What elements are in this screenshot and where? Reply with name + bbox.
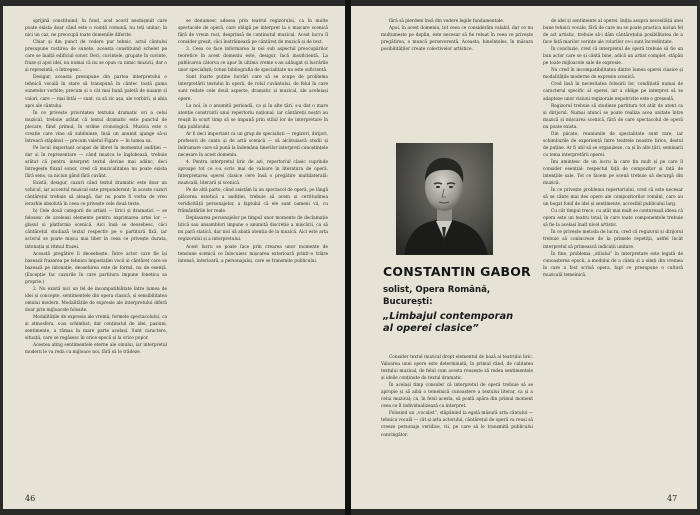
paragraph: Pe locul important ocupat de libret în momentul audiției — dar și în reprezentare — când muzica le înglobează, trebuie arătat că pentru interpret textul devine mai adânc, deci întregește fluxul sonor, cred că muzicalitatea nu poate exista fără sens, ca niciun gând fără cuvânt. xyxy=(25,145,167,180)
portrait-image xyxy=(396,143,493,255)
paragraph: Cu cât timpul trece, cu atât mai mult se conturează ideea că opera este un teatru total, în care toate componentele trebuie să fie la același înalt nivel artistic. xyxy=(543,209,683,229)
paragraph: Desigur, aceasta presupune din partea interpretului o tehnică vocală în stare să transpună în cântec toată gama sunetelor vorbite; precum și o cât mai bună paletă de nuanțe și valori, care — mai întâi — sunt, ca să zic așa, ale vorbirii, și abia apoi ale cântului. xyxy=(25,75,167,109)
paragraph: Sunt foarte puține lucrări care să se ocupe de problema interpretării textului în operă, de rolul cuvântului, de felul în care sunt redate cele două aspecte, dramatic și muzical, ale aceleiași opere. xyxy=(178,75,328,102)
paragraph: de idei și sentimente al operei. Iniția asupra necesității unei bune tehnici vocale, fără de care nu se poate practica niciun fel de act artistic, trebuie să-i dăm cântărețului posibilitatea de a face față marilor cerințe ale rolurilor ce-i sunt încredințate. xyxy=(543,19,683,46)
right-column-2 xyxy=(543,18,683,494)
paragraph: Îmi amintesc de un lucru la care țin mult și pe care îl consider esențial: respectul față de compozitor și față de intențiile sale. Tot ce facem pe scenă trebuie să decurgă din muzică. xyxy=(543,159,683,187)
paragraph: 3. Ceea ce face informarea la noi sub aspectul preocupărilor teoretice în acest domeniu este, desigur, încă insuficientă. La publicarea câtorva ce apar în ultima vreme s-au adăugat și lucrările unor specialiști; totuși bibliografia de specialitate nu este suficientă. xyxy=(178,47,328,74)
paragraph: Consider textul muzical drept elementul de bază al teatrului liric. Valoarea unei opere este determinată, în primul rând, de calitatea textului muzical, de felul cum acesta reușește să redea sentimentele și ideile conținute de textul dramatic. xyxy=(381,355,533,382)
interviewee-role: solist, Opera Română, București: xyxy=(383,285,491,307)
left-column-2 xyxy=(178,18,328,494)
paragraph: La noi, la o anumită perioadă, ca și în alte țări, s-a dat o mare atenție construirii unui repertoriu național, iar cântăreții noștri au reușit în scurt timp să se impună prin stilul lor de interpretare în fața publicului. xyxy=(178,103,328,130)
interview-title: „Limbajul contemporan al operei clasice” xyxy=(383,311,514,334)
paragraph: b) Cele două categorii de artiști — lirici și dramatici — se folosesc de aceleași elemente pentru exprimarea artei lor — glasul și platforma scenică. Aici însă se deosebesc, căci cântărețul studiază textul respectiv pe o partitură fixă, iar actorul se poate mișca mai liber în ceea ce privește durata, intonația și ritmul frazei. xyxy=(25,209,167,250)
page-number-left: 46 xyxy=(25,494,36,503)
paragraph: Acest lucru se poate face prin crearea unor momente de tensiune scenică ce înlocuiesc mișcarea exterioară printr-o trăire intensă, interioară, a personajului, care se transmite publicului. xyxy=(178,244,328,264)
paragraph: Apoi, în acest domeniu, tot ceea ce considerăm valabil, dar ce nu mulțumește pe deplin, este necesar să fie reluat în ceea ce privește pregătirea, o muncă perseverentă. Aceasta, bineînțeles, în măsura posibilităților create colectivelor artistice. xyxy=(381,26,533,53)
paragraph: În ce privește prioritatea textului dramatic ori a celui muzical, trebuie arătat că textul dramatic este punctul de plecare, fiind primul, în ordine cronologică. Muzica este o creație care vine să sublinieze, însă un anumit ajunge să-și întreacă stăpânul — precum valetul Figaro — în lumea sa. xyxy=(25,110,167,144)
paragraph: Regizorul trebuie să studieze partitura tot atât de atent ca și dirijorul. Numai atunci se poate realiza acea unitate între muzică și mișcarea scenică, fără de care spectacolul de operă nu poate exista. xyxy=(543,103,683,130)
right-page xyxy=(351,6,697,509)
paragraph: Pe de altă parte, când asistăm la un spectacol de operă, pe lângă plăcerea estetică a audiției, trebuie să avem și certitudinea veridicității personajelor, a faptului că ele sunt oameni vii, cu frământările lor reale. xyxy=(178,188,328,215)
paragraph: În același timp consider că interpretul de operă trebuie să se apropie și să aibă o temeinică cunoaștere a textului literar, ca și a celui muzical; ca, în felul acesta, să poată apăra din primul moment ceea ce îl individualizează ca interpret. xyxy=(381,383,533,410)
paragraph: Chiar și din punct de vedere pur tehnic, actul cântului presupune rostirea de sunete, aceasta constituind schelet pe care se înalță edificiul sonor. Deci, cuvintele, grupate în cuvinte, fraze și apoi idei, nu numai că nu se opun ca nimic muzicii, dar o și reprezintă, o întregesc. xyxy=(25,40,167,74)
paragraph: Ar fi deci important ca un grup de specialiști — regizori, dirijori, profesori de canto și de artă scenică — să alcătuiască studii și îndrumare care să pună la îndemâna tinerilor interpreți cunoștințele necesare în acest domeniu. xyxy=(178,131,328,158)
right-column-1-top xyxy=(381,18,533,82)
interviewee-name: CONSTANTIN GABOR xyxy=(383,264,531,279)
paragraph: În ce privește problema repertoriului, cred că este necesar să se cânte mai des opere ale compozitorilor români, care au un bogat fond de idei și sentimente, accesibil publicului larg. xyxy=(543,188,683,208)
paragraph: În fine, problema „stilului” în interpretare este legată de cunoașterea epocii, a modului de a cânta și a simți din vremea în care a fost scrisă opera, fapt ce presupune o cultură muzicală temeinică. xyxy=(543,251,683,278)
paragraph: Folosind un „vocalist”, stăpânind la egală măsură arta cântului — tehnica vocală — cât și arta actorului, cântărețul de operă va reuși să creeze personaje veridice, vii, pe care să le transmită publicului convingător. xyxy=(381,411,533,438)
paragraph: Acestea ating sentimentele eterne ale omului, iar interpretul modern le va reda cu mijloace noi, fără să le trădeze. xyxy=(25,343,167,356)
paragraph: Această pregătire îi deosebește. Între actor care fie își bazează frazarea pe tehnica impostației vocii și cântăreț care se bazează pe intonație, deosebirea este de formă, nu de esență. (Excepție fac cazurile în care partitura impune fonetica sa proprie.) xyxy=(25,251,167,285)
paragraph: sprijină constituind, în fond, acel acord neobișnuit care poate exista doar când este o voință comună, nu toți unitar; în nici un caz, ne preocupă toate domeniile diferite. xyxy=(25,19,167,39)
paragraph: În concluzie, cred că interpretul de operă trebuie să fie un bun actor care se și cântă bine, adică un artist complet, stăpân pe toate mijloacele sale de expresie. xyxy=(543,47,683,67)
paragraph: 2. Nu există nici un fel de incompatibilitate între lumea de idei și concepte, sentimentele din opera clasică, și sensibilitatea omului modern. Modalitățile de expresie ale interpretului diferă doar prin mijloacele folosite. xyxy=(25,286,167,313)
paragraph: Modalitățile de expresie ale vremii, formele spectacolului, ca și atmosfera, s-au schimbat; dar conținutul de idei, pasiuni, sentimente, a rămas în mare parte același. Sunt caractere, situații, care se regăsesc în orice epocă și la orice popor. xyxy=(25,314,167,342)
interview-caption xyxy=(383,264,531,335)
page-number-right: 47 xyxy=(667,494,678,503)
paragraph: Din păcate, reuniunile de specialitate sunt rare, iar schimburile de experiență între teatrele noastre lirice, destul de puține. Ar fi util să se organizeze, ca și în alte țări, seminarii cu tema interpretării operei. xyxy=(543,131,683,158)
paragraph: fără să pierdem însă din vedere legile fundamentale. xyxy=(389,19,505,24)
paragraph: Nu cred în incompatibilitatea dintre lumea operei clasice și modalitățile moderne de expresie scenică. xyxy=(543,68,683,81)
portrait-photo xyxy=(396,143,493,255)
paragraph: În ce privește metoda de lucru, cred că regizorul și dirijorul trebuie să conlucreze de la primele repetiții, astfel încât interpretul să primească indicații unitare. xyxy=(543,230,683,250)
paragraph: Există, desigur, cazuri când textul dramatic este doar un vehicul, iar accentul muzical este preponderent; în aceste cazuri cântărețul trebuie să aleagă, dar nu poate fi vorba de vreo ierarhie absolută în ceea ce privește cele două texte. xyxy=(25,181,167,208)
paragraph: Cred însă în necesitatea folosirii lor, condițiată numai de caracterul specific al operei, iar a oblige pe interpret să se adapteze unor viziuni regizorale nepotrivite este o greșeală. xyxy=(543,82,683,102)
right-column-1-bottom xyxy=(381,354,533,489)
left-column-1 xyxy=(25,18,167,494)
left-page xyxy=(3,6,345,509)
paragraph: 4. Pentru interpretul liric de azi, repertoriul clasic cuprinde aproape tot ce s-a scris mai de valoare în literatura de operă. Interpretarea operei clasice cere însă o pregătire multilaterală: muzicală, literară și scenică. xyxy=(178,159,328,187)
paragraph: Deplasarea personajelor pe timpul unor momente de declamație lirică sau ansambluri impune o anumită discreție a mișcării, ca să nu pară statică, dar nici să abată atenția de la muzică. Aici este arta regizorului și a interpretului. xyxy=(178,216,328,243)
paragraph: se denumesc adesea prin teatrul regizorului, ca în multe spectacole de operă, care obligă pe interpret la o mișcare scenică fără de vreun rost, desprinsă de conținutul muzical. Acest lucru îl consider greșit, căci înstrăinează pe cântăreț de muzică și de text. xyxy=(178,19,328,46)
